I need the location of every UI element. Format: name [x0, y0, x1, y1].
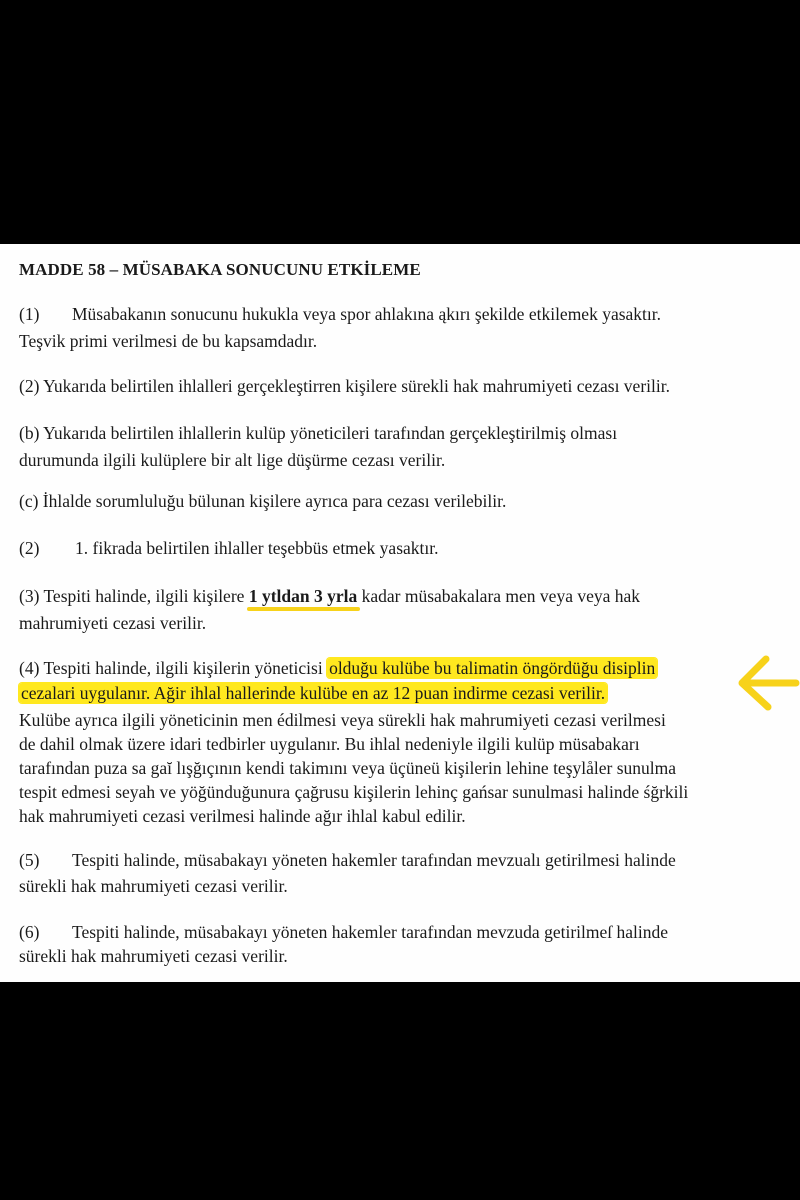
paragraph-4-line-3: Kulübe ayrıca ilgili yöneticinin men édilmesi veya sürekli hak mahrumiyeti cezasi verilmesi: [19, 710, 666, 730]
highlighted-text-2: cezalari uygulanır. Ağir ihlal hallerinde kulübe en az 12 puan indirme cezasi verilir.: [21, 683, 606, 703]
paragraph-4-line-4: de dahil olmak üzere idari tedbirler uygulanır. Bu ihlal nedeniyle ilgili kulüp müsabakarı: [19, 734, 640, 754]
paragraph-c: (c) İhlalde sorumluluğu bülunan kişilere ayrıca para cezası verilebilir.: [19, 491, 507, 511]
paragraph-1-line-2: Teşvik primi verilmesi de bu kapsamdadır.: [19, 331, 318, 351]
paragraph-b-line-1: (b) Yukarıda belirtilen ihlallerin kulüp yöneticileri tarafından gerçekleştirilmiş olması: [19, 423, 618, 443]
paragraph-6-line-1: [19, 921, 668, 943]
paragraph-4-line-2: [19, 682, 607, 704]
article-title: MADDE 58 – MÜSABAKA SONUCUNU ETKİLEME: [19, 260, 421, 279]
paragraph-3-text-pre: (3) Tespiti halinde, ilgili kişilere: [19, 586, 245, 606]
paragraph-3-line-2: mahrumiyeti cezasi verilir.: [19, 613, 207, 633]
paragraph-6-line-2: sürekli hak mahrumiyeti cezasi verilir.: [19, 946, 288, 966]
paragraph-3-line-1: [19, 585, 640, 607]
underlined-duration: 1 ytldan 3 yrla: [248, 586, 358, 606]
paragraph-1-number: (1): [19, 304, 40, 324]
paragraph-6-number: (6): [19, 922, 40, 942]
paragraph-4-text-pre: (4) Tespiti halinde, ilgili kişilerin yöneticisi: [19, 658, 323, 678]
paragraph-4-line-5: tarafından puza sa gaĭ lışğıçının kendi takimını veya üçüneü kişilerin lehine teşylåler sunulma: [19, 758, 677, 778]
paragraph-2b-number: (2): [19, 538, 40, 558]
paragraph-4-line-6: tespit edmesi seyah ve yöğünduğunura çağrusu kişilerin lehinç gańsar sunulmasi halinde śğrkili: [19, 782, 689, 802]
paragraph-4-line-7: hak mahrumiyeti cezasi verilmesi halinde ağır ihlal kabul edilir.: [19, 806, 466, 826]
paragraph-4-line-1: [19, 657, 657, 679]
paragraph-3-text-post: kadar müsabakalara men veya veya hak: [361, 586, 641, 606]
paragraph-5-number: (5): [19, 850, 40, 870]
paragraph-6-text-1: Tespiti halinde, müsabakayı yöneten hakemler tarafından mevzuda getirilmeſ halinde: [72, 922, 668, 942]
paragraph-2b: [19, 537, 439, 559]
paragraph-1-line-1: [19, 303, 661, 325]
paragraph-2a: (2) Yukarıda belirtilen ihlalleri gerçekleştirren kişilere sürekli hak mahrumiyeti cezası verilir.: [19, 376, 670, 396]
paragraph-1-text-1: Müsabakanın sonucunu hukukla veya spor ahlakına ąkırı şekilde etkilemek yasaktır.: [72, 304, 662, 324]
highlighted-text-1: olduğu kulübe bu talimatin öngördüğu disiplin: [329, 658, 656, 678]
arrow-left-icon: [738, 651, 800, 713]
paragraph-5-text-1: Tespiti halinde, müsabakayı yöneten hakemler tarafından mevzualı getirilmesi halinde: [72, 850, 676, 870]
paragraph-2b-text: 1. fikrada belirtilen ihlaller teşebbüs etmek yasaktır.: [75, 538, 439, 558]
paragraph-5-line-1: [19, 849, 676, 871]
paragraph-b-line-2: durumunda ilgili kulüplere bir alt lige düşürme cezası verilir.: [19, 450, 446, 470]
paragraph-5-line-2: sürekli hak mahrumiyeti cezasi verilir.: [19, 876, 288, 896]
